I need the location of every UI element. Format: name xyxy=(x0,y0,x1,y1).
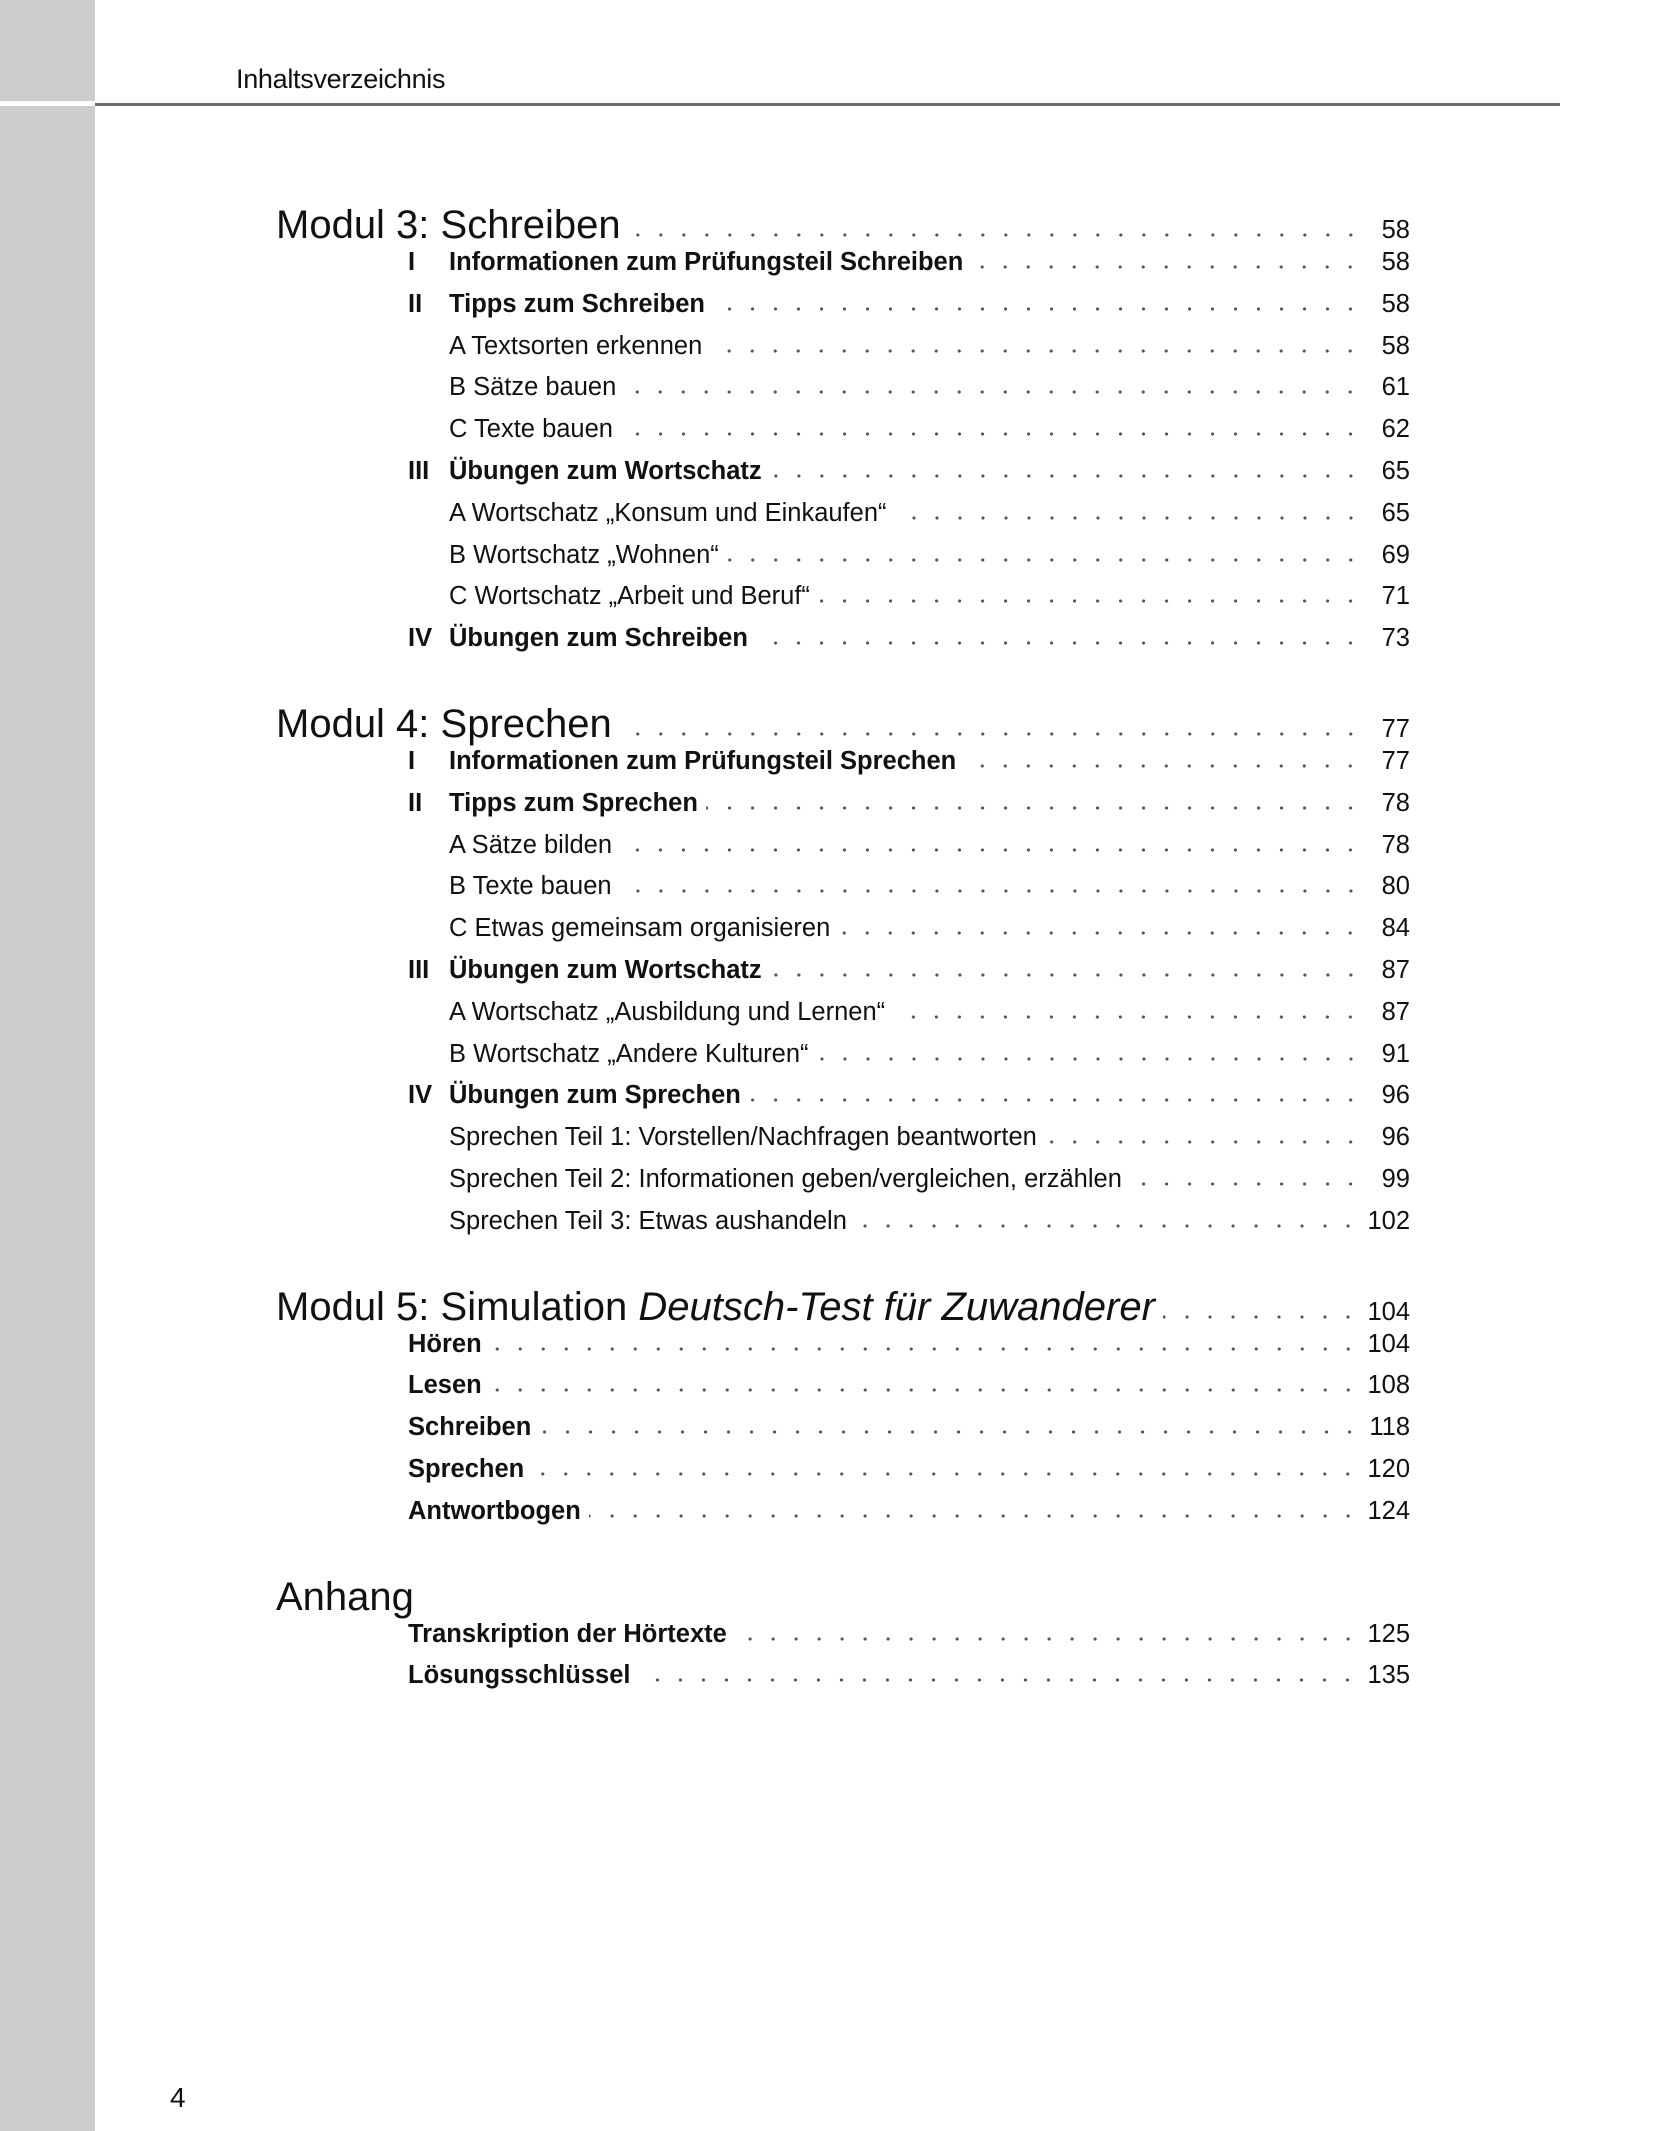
dot-leader xyxy=(895,515,1363,521)
dot-leader xyxy=(756,640,1362,646)
page-ref: 77 xyxy=(1381,746,1410,775)
entry-label: Übungen zum Schreiben xyxy=(449,624,748,653)
entry-label: Sprechen Teil 2: Informationen geben/vergleichen, erzählen xyxy=(449,1164,1122,1193)
page-ref: 61 xyxy=(1381,373,1410,402)
dot-leader xyxy=(620,888,1362,894)
roman-numeral: I xyxy=(408,746,416,775)
toc-entry[interactable] xyxy=(276,1614,1410,1656)
page-ref: 65 xyxy=(1381,456,1410,485)
entry-label: Sprechen xyxy=(408,1454,525,1483)
dot-leader xyxy=(964,763,1362,769)
page-ref: 58 xyxy=(1381,331,1410,360)
table-of-contents xyxy=(276,200,1410,1697)
dot-leader xyxy=(490,1346,1360,1352)
page-ref: 58 xyxy=(1381,216,1410,244)
dot-leader xyxy=(490,1387,1360,1393)
dot-leader xyxy=(713,306,1362,312)
entry-label: Sprechen Teil 3: Etwas aushandeln xyxy=(449,1206,847,1235)
dot-leader xyxy=(620,847,1362,853)
page-ref: 78 xyxy=(1381,788,1410,817)
entry-label: Schreiben xyxy=(408,1413,532,1442)
page-ref: 125 xyxy=(1367,1619,1410,1648)
dot-leader xyxy=(539,1429,1361,1435)
module-title-text: Modul 3: Schreiben xyxy=(276,203,621,247)
entry-label: A Textsorten erkennen xyxy=(449,331,703,360)
roman-numeral: IV xyxy=(408,624,433,653)
toc-entry[interactable] xyxy=(276,284,1410,326)
toc-entry[interactable] xyxy=(276,493,1410,535)
toc-entry[interactable] xyxy=(276,1201,1410,1243)
page-ref: 118 xyxy=(1369,1413,1410,1442)
toc-entry[interactable] xyxy=(276,451,1410,493)
page-ref: 84 xyxy=(1381,914,1410,943)
dot-leader xyxy=(706,805,1362,811)
module-title-italic: Deutsch-Test für Zuwanderer xyxy=(638,1284,1155,1329)
roman-numeral: II xyxy=(408,788,423,817)
dot-leader xyxy=(1045,1139,1362,1145)
dot-leader xyxy=(749,1097,1362,1103)
toc-entry[interactable] xyxy=(276,1075,1410,1117)
toc-entry[interactable] xyxy=(276,908,1410,950)
toc-entry[interactable] xyxy=(276,783,1410,825)
toc-entry[interactable] xyxy=(276,1655,1410,1697)
dot-leader xyxy=(710,348,1362,354)
entry-label: A Sätze bilden xyxy=(449,830,613,859)
page-ref: 96 xyxy=(1381,1123,1410,1152)
dot-leader xyxy=(620,731,1362,737)
entry-label: Tipps zum Sprechen xyxy=(449,788,698,817)
entry-label: Transkription der Hörtexte xyxy=(408,1619,727,1648)
entry-label: B Wortschatz „Wohnen“ xyxy=(449,540,719,569)
entry-label: Antwortbogen xyxy=(408,1496,581,1525)
toc-entry[interactable] xyxy=(276,1034,1410,1076)
page-ref: 135 xyxy=(1367,1661,1410,1690)
entry-label: A Wortschatz „Konsum und Einkaufen“ xyxy=(449,498,887,527)
roman-numeral: III xyxy=(408,955,430,984)
page-ref: 77 xyxy=(1381,714,1410,743)
dot-leader xyxy=(817,1056,1362,1062)
toc-entry[interactable] xyxy=(276,741,1410,783)
dot-leader xyxy=(589,1513,1360,1519)
dot-leader xyxy=(621,431,1362,437)
toc-entry[interactable] xyxy=(276,950,1410,992)
dot-leader xyxy=(770,972,1362,978)
page-ref: 62 xyxy=(1381,415,1410,444)
entry-label: C Etwas gemeinsam organisieren xyxy=(449,914,831,943)
page-ref: 104 xyxy=(1367,1329,1410,1358)
roman-numeral: I xyxy=(408,248,416,276)
dot-leader xyxy=(532,1471,1359,1477)
page-margin-strip xyxy=(0,0,95,2131)
page-ref: 102 xyxy=(1367,1206,1410,1235)
entry-label: C Wortschatz „Arbeit und Beruf“ xyxy=(449,582,810,611)
entry-label: Informationen zum Prüfungsteil Schreiben xyxy=(449,248,964,276)
page-ref: 58 xyxy=(1381,248,1410,276)
roman-numeral: IV xyxy=(408,1081,433,1110)
header-rule xyxy=(95,103,1560,106)
page-ref: 120 xyxy=(1367,1454,1410,1483)
entry-label: B Texte bauen xyxy=(449,872,612,901)
toc-entry[interactable] xyxy=(276,1407,1410,1449)
page-ref: 96 xyxy=(1381,1081,1410,1110)
dot-leader xyxy=(818,598,1362,604)
toc-entry[interactable] xyxy=(276,1491,1410,1533)
entry-label: A Wortschatz „Ausbildung und Lernen“ xyxy=(449,997,886,1026)
dot-leader xyxy=(638,1677,1359,1683)
dot-leader xyxy=(735,1636,1360,1642)
page-ref: 78 xyxy=(1381,830,1410,859)
dot-leader xyxy=(838,930,1362,936)
page-ref: 108 xyxy=(1367,1371,1410,1400)
dot-leader xyxy=(770,473,1362,479)
toc-entry[interactable] xyxy=(276,326,1410,368)
dot-leader xyxy=(629,232,1362,238)
entry-label: Übungen zum Sprechen xyxy=(449,1081,741,1110)
roman-numeral: II xyxy=(408,289,423,318)
toc-entry[interactable] xyxy=(276,242,1410,284)
toc-entry[interactable] xyxy=(276,535,1410,577)
dot-leader xyxy=(855,1223,1360,1229)
page-ref: 71 xyxy=(1381,582,1410,611)
entry-label: B Sätze bauen xyxy=(449,373,617,402)
module-title-text: Modul 5: Simulation xyxy=(276,1284,639,1329)
entry-label: Informationen zum Prüfungsteil Sprechen xyxy=(449,746,957,775)
toc-entry[interactable] xyxy=(276,1117,1410,1159)
page-ref: 91 xyxy=(1381,1039,1410,1068)
dot-leader xyxy=(727,557,1362,563)
page-ref: 124 xyxy=(1367,1496,1410,1525)
page-number: 4 xyxy=(170,2082,186,2113)
entry-label: Übungen zum Wortschatz xyxy=(449,955,762,984)
page-ref: 73 xyxy=(1381,624,1410,653)
toc-entry[interactable] xyxy=(276,1449,1410,1491)
dot-leader xyxy=(1130,1181,1362,1187)
entry-label: Sprechen Teil 1: Vorstellen/Nachfragen beantworten xyxy=(449,1123,1037,1152)
toc-entry[interactable] xyxy=(276,367,1410,409)
entry-label: Lesen xyxy=(408,1371,482,1400)
entry-label: B Wortschatz „Andere Kulturen“ xyxy=(449,1039,809,1068)
margin-strip-gap xyxy=(0,101,95,106)
dot-leader xyxy=(624,389,1362,395)
toc-entry[interactable] xyxy=(276,409,1410,451)
running-header: Inhaltsverzeichnis xyxy=(236,64,446,94)
page-ref: 80 xyxy=(1381,872,1410,901)
toc-entry[interactable] xyxy=(276,1365,1410,1407)
toc-entry[interactable] xyxy=(276,866,1410,908)
page-ref: 99 xyxy=(1381,1164,1410,1193)
entry-label: Übungen zum Wortschatz xyxy=(449,456,762,485)
page-ref: 87 xyxy=(1381,955,1410,984)
module-title xyxy=(276,1572,414,1622)
dot-leader xyxy=(971,264,1362,270)
dot-leader xyxy=(893,1014,1362,1020)
page-ref: 69 xyxy=(1381,540,1410,569)
toc-entry[interactable] xyxy=(276,992,1410,1034)
entry-label: Tipps zum Schreiben xyxy=(449,289,705,318)
roman-numeral: III xyxy=(408,456,430,485)
entry-label: Hören xyxy=(408,1329,482,1358)
entry-label: C Texte bauen xyxy=(449,415,613,444)
toc-entry[interactable] xyxy=(276,825,1410,867)
page-ref: 87 xyxy=(1381,997,1410,1026)
page-ref: 104 xyxy=(1367,1297,1410,1326)
page-ref: 58 xyxy=(1381,289,1410,318)
toc-entry[interactable] xyxy=(276,618,1410,660)
entry-label: Lösungsschlüssel xyxy=(408,1661,631,1690)
page-ref: 65 xyxy=(1381,498,1410,527)
toc-entry[interactable] xyxy=(276,1159,1410,1201)
module-title-text: Anhang xyxy=(276,1574,414,1619)
module-title-text: Modul 4: Sprechen xyxy=(276,701,612,746)
dot-leader xyxy=(1163,1314,1360,1320)
toc-entry[interactable] xyxy=(276,576,1410,618)
